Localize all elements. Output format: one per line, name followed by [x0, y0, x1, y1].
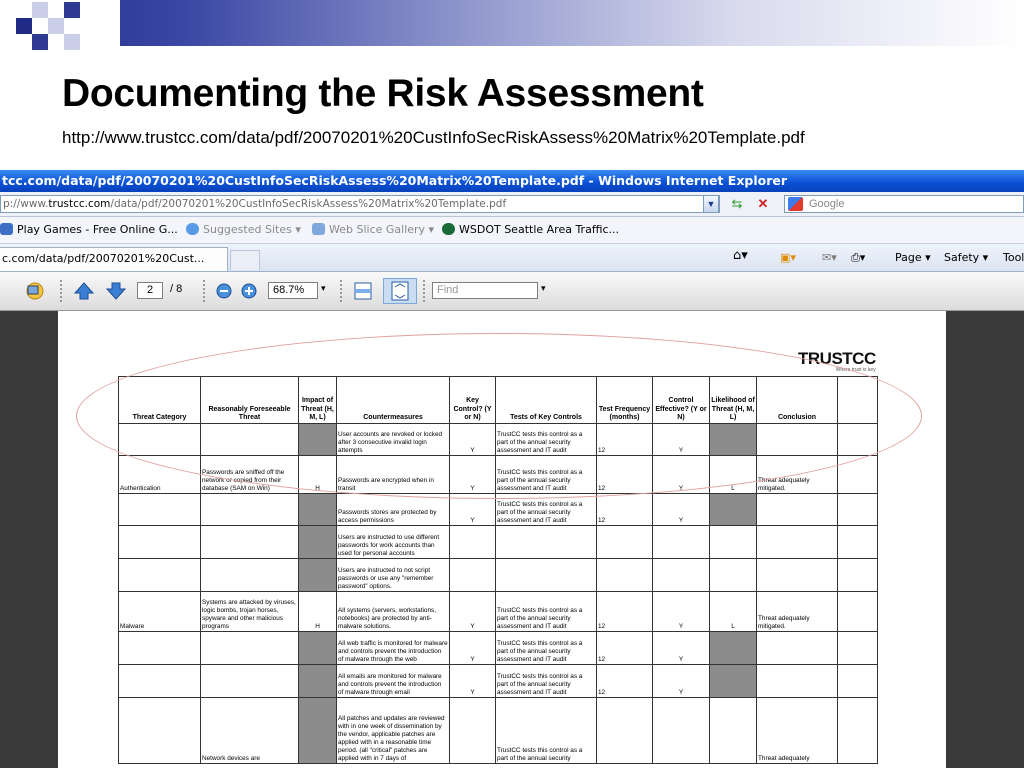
- cell-effective: Y: [653, 665, 710, 698]
- cell-key: Y: [450, 632, 496, 665]
- header-tests: Tests of Key Controls: [496, 377, 597, 424]
- cell-likelihood: [710, 494, 757, 526]
- cell-extra: [838, 526, 878, 559]
- toolbar-separator: [203, 280, 205, 302]
- page-total: / 8: [170, 283, 183, 295]
- cell-effective: Y: [653, 592, 710, 632]
- mail-icon[interactable]: ✉▾: [822, 251, 837, 264]
- cell-effective: Y: [653, 494, 710, 526]
- cell-category: [119, 494, 201, 526]
- cell-extra: [838, 494, 878, 526]
- toolbar-separator: [60, 280, 62, 302]
- cell-conclusion: [757, 424, 838, 456]
- wsdot-icon: [442, 223, 455, 235]
- cell-test: TrustCC tests this control as a part of the annual security assessment and IT audit: [496, 665, 597, 698]
- cell-effective: Y: [653, 456, 710, 494]
- games-icon: [0, 223, 13, 235]
- cell-effective: [653, 526, 710, 559]
- cell-key: Y: [450, 424, 496, 456]
- cell-likelihood: L: [710, 456, 757, 494]
- cell-effective: [653, 559, 710, 592]
- fit-width-icon[interactable]: [352, 281, 374, 301]
- tab-bar: [0, 244, 1024, 272]
- cell-threat: [201, 632, 299, 665]
- cell-impact: H: [299, 456, 337, 494]
- header-control-effective: Control Effective? (Y or N): [653, 377, 710, 424]
- cell-category: [119, 698, 201, 764]
- address-dropdown-icon[interactable]: ▼: [703, 195, 719, 213]
- header-extra: [838, 377, 878, 424]
- browser-window: [0, 170, 1024, 768]
- address-input[interactable]: [0, 195, 720, 213]
- cell-likelihood: [710, 526, 757, 559]
- next-page-icon[interactable]: [105, 281, 127, 301]
- header-foreseeable-threat: Reasonably Foreseeable Threat: [201, 377, 299, 424]
- table-row: [119, 559, 878, 592]
- cell-category: Authentication: [119, 456, 201, 494]
- cell-conclusion: [757, 665, 838, 698]
- cell-impact: [299, 494, 337, 526]
- deco-square-6: [64, 34, 80, 50]
- header-countermeasures: Countermeasures: [337, 377, 450, 424]
- cell-freq: 12: [597, 592, 653, 632]
- cell-countermeasure: All patches and updates are reviewed with in one week of dissemination by the vendor, applicable patches are applied with in a reasonable time period. (all "critical" patches are applied with in 7 days of: [337, 698, 450, 764]
- cell-countermeasure: All systems (servers, workstations, notebooks) are protected by anti-malware solutions.: [337, 592, 450, 632]
- deco-square-5: [64, 2, 80, 18]
- cell-extra: [838, 665, 878, 698]
- logo-text: TRUSTCC: [798, 349, 876, 368]
- url-path: /data/pdf/20070201%20CustInfoSecRiskAssess%20Matrix%20Template.pdf: [110, 198, 507, 210]
- new-tab-button[interactable]: [230, 250, 260, 270]
- suggested-sites-icon: [186, 223, 199, 235]
- page-menu[interactable]: Page ▾: [895, 251, 931, 264]
- fav-label: Web Slice Gallery ▾: [329, 223, 435, 236]
- web-slice-icon: [312, 223, 325, 235]
- cell-freq: 12: [597, 424, 653, 456]
- slide-subtitle-url: http://www.trustcc.com/data/pdf/20070201%20CustInfoSecRiskAssess%20Matrix%20Template.pdf: [62, 128, 805, 147]
- cell-key: Y: [450, 665, 496, 698]
- cell-countermeasure: All web traffic is monitored for malware and controls prevent the introduction of malware through the web: [337, 632, 450, 665]
- slide-title: Documenting the Risk Assessment: [62, 72, 704, 115]
- fav-web-slice-gallery[interactable]: [312, 223, 434, 236]
- cell-key: Y: [450, 494, 496, 526]
- cell-conclusion: [757, 526, 838, 559]
- stop-icon[interactable]: ✕: [757, 196, 769, 211]
- table-row: [119, 526, 878, 559]
- fav-label: Play Games - Free Online G...: [17, 223, 178, 236]
- deco-square-4: [32, 34, 48, 50]
- cell-test: TrustCC tests this control as a part of the annual security assessment and IT audit: [496, 424, 597, 456]
- fav-play-games[interactable]: [0, 223, 178, 236]
- cell-test: TrustCC tests this control as a part of the annual security assessment and IT audit: [496, 632, 597, 665]
- header-impact: Impact of Threat (H, M, L): [299, 377, 337, 424]
- cell-test: TrustCC tests this control as a part of the annual security assessment and IT audit: [496, 494, 597, 526]
- find-dropdown-icon[interactable]: ▾: [541, 283, 546, 293]
- cell-category: Malware: [119, 592, 201, 632]
- cell-category: [119, 559, 201, 592]
- cell-key: Y: [450, 456, 496, 494]
- header-threat-category: Threat Category: [119, 377, 201, 424]
- header-gradient-band: [0, 0, 1024, 46]
- print-icon[interactable]: ⎙▾: [851, 251, 866, 264]
- cell-likelihood: [710, 665, 757, 698]
- zoom-level-select[interactable]: 68.7%: [268, 282, 318, 299]
- cell-threat: [201, 559, 299, 592]
- cell-category: [119, 424, 201, 456]
- cell-freq: 12: [597, 494, 653, 526]
- cell-likelihood: [710, 424, 757, 456]
- cell-impact: [299, 698, 337, 764]
- table-row: [119, 494, 878, 526]
- cell-key: [450, 559, 496, 592]
- cell-freq: [597, 559, 653, 592]
- cell-conclusion: [757, 632, 838, 665]
- cell-conclusion: Threat adequately mitigated.: [757, 456, 838, 494]
- logo-tagline: Where trust is key: [835, 367, 876, 373]
- cell-threat: [201, 665, 299, 698]
- cell-threat: [201, 494, 299, 526]
- cell-key: Y: [450, 592, 496, 632]
- cell-countermeasure: Passwords are encrypted when in transit: [337, 456, 450, 494]
- toolbar-separator: [340, 280, 342, 302]
- cell-effective: [653, 698, 710, 764]
- cell-impact: [299, 526, 337, 559]
- search-placeholder: Google: [809, 198, 845, 210]
- cell-likelihood: [710, 698, 757, 764]
- table-row: [119, 698, 878, 764]
- fav-wsdot[interactable]: [442, 223, 619, 236]
- pdf-viewer-area[interactable]: [0, 311, 1024, 768]
- fit-page-icon[interactable]: [383, 278, 417, 304]
- cell-conclusion: [757, 494, 838, 526]
- tools-menu[interactable]: Tool: [1003, 251, 1024, 264]
- deco-square-1: [16, 18, 32, 34]
- fav-label: Suggested Sites ▾: [203, 223, 301, 236]
- cell-threat: [201, 526, 299, 559]
- cell-conclusion: [757, 559, 838, 592]
- cell-impact: [299, 424, 337, 456]
- cell-category: [119, 632, 201, 665]
- cell-countermeasure: Users are instructed to use different passwords for work accounts than used for personal accounts: [337, 526, 450, 559]
- safety-menu[interactable]: Safety ▾: [944, 251, 989, 264]
- header-key-control: Key Control? (Y or N): [450, 377, 496, 424]
- cell-impact: H: [299, 592, 337, 632]
- fav-label: WSDOT Seattle Area Traffic...: [459, 223, 619, 236]
- cell-freq: 12: [597, 456, 653, 494]
- deco-square-2: [32, 2, 48, 18]
- header-likelihood: Likelihood of Threat (H, M, L): [710, 377, 757, 424]
- cell-freq: 12: [597, 632, 653, 665]
- header-test-frequency: Test Frequency (months): [597, 377, 653, 424]
- cell-countermeasure: Users are instructed to not script passwords or use any "remember password" options.: [337, 559, 450, 592]
- cell-key: [450, 698, 496, 764]
- table-row: [119, 456, 878, 494]
- toolbar-separator: [423, 280, 425, 302]
- cell-conclusion: Threat adequately mitigated.: [757, 592, 838, 632]
- google-icon: [788, 197, 803, 211]
- cell-impact: [299, 559, 337, 592]
- favorites-bar: [0, 217, 1024, 244]
- table-row: [119, 665, 878, 698]
- cell-likelihood: L: [710, 592, 757, 632]
- cell-likelihood: [710, 559, 757, 592]
- cell-effective: Y: [653, 632, 710, 665]
- previous-page-icon[interactable]: [73, 281, 95, 301]
- cell-key: [450, 526, 496, 559]
- pdf-toolbar: [0, 272, 1024, 311]
- trustcc-logo: [798, 349, 876, 373]
- cell-test: TrustCC tests this control as a part of the annual security assessment and IT audit: [496, 592, 597, 632]
- cell-impact: [299, 665, 337, 698]
- cell-extra: [838, 632, 878, 665]
- table-header-row: [119, 377, 878, 424]
- cell-extra: [838, 424, 878, 456]
- zoom-in-icon[interactable]: [238, 281, 260, 301]
- cell-category: [119, 665, 201, 698]
- header-conclusion: Conclusion: [757, 377, 838, 424]
- url-prefix: p://www.: [3, 198, 49, 210]
- url-domain: trustcc.com: [48, 198, 111, 210]
- feeds-icon[interactable]: ▣▾: [780, 251, 796, 264]
- pdf-page: [58, 311, 946, 768]
- cell-extra: [838, 559, 878, 592]
- cell-impact: [299, 632, 337, 665]
- cell-threat: [201, 424, 299, 456]
- cell-extra: [838, 592, 878, 632]
- cell-extra: [838, 698, 878, 764]
- cell-countermeasure: User accounts are revoked or locked after 3 consecutive invalid login attempts: [337, 424, 450, 456]
- share-icon[interactable]: [24, 281, 46, 301]
- table-row: [119, 632, 878, 665]
- cell-countermeasure: Passwords stores are protected by access permissions: [337, 494, 450, 526]
- cell-test: [496, 559, 597, 592]
- address-bar: [0, 192, 1024, 217]
- cell-test: TrustCC tests this control as a part of the annual security assessment and IT audit: [496, 456, 597, 494]
- cell-countermeasure: All emails are monitored for malware and controls prevent the introduction of malware through email: [337, 665, 450, 698]
- cell-category: [119, 526, 201, 559]
- cell-test: [496, 526, 597, 559]
- cell-threat: Network devices are: [201, 698, 299, 764]
- deco-square-3: [48, 18, 64, 34]
- cell-freq: [597, 526, 653, 559]
- refresh-icon[interactable]: ⇆: [731, 196, 743, 211]
- tab-pdf[interactable]: c.com/data/pdf/20070201%20Cust...: [0, 247, 228, 271]
- table-row: [119, 424, 878, 456]
- table-row: [119, 592, 878, 632]
- window-titlebar: tcc.com/data/pdf/20070201%20CustInfoSecRiskAssess%20Matrix%20Template.pdf - Windows Internet Explorer: [0, 170, 1024, 192]
- zoom-dropdown-icon[interactable]: ▾: [321, 283, 326, 293]
- cell-test: TrustCC tests this control as a part of the annual security: [496, 698, 597, 764]
- cell-freq: 12: [597, 665, 653, 698]
- home-icon[interactable]: ⌂▾: [733, 248, 748, 263]
- page-number-input[interactable]: 2: [137, 282, 163, 299]
- fav-suggested-sites[interactable]: [186, 223, 301, 236]
- cell-extra: [838, 456, 878, 494]
- cell-freq: [597, 698, 653, 764]
- cell-likelihood: [710, 632, 757, 665]
- search-input[interactable]: [784, 195, 1024, 213]
- risk-assessment-table: [118, 376, 878, 764]
- cell-threat: Systems are attacked by viruses, logic bombs, trojan horses, spyware and other malicious programs: [201, 592, 299, 632]
- find-input[interactable]: Find: [432, 282, 538, 299]
- cell-conclusion: Threat adequately: [757, 698, 838, 764]
- zoom-out-icon[interactable]: [213, 281, 235, 301]
- cell-threat: Passwords are sniffed off the network or copied from their database (SAM on Win): [201, 456, 299, 494]
- cell-effective: Y: [653, 424, 710, 456]
